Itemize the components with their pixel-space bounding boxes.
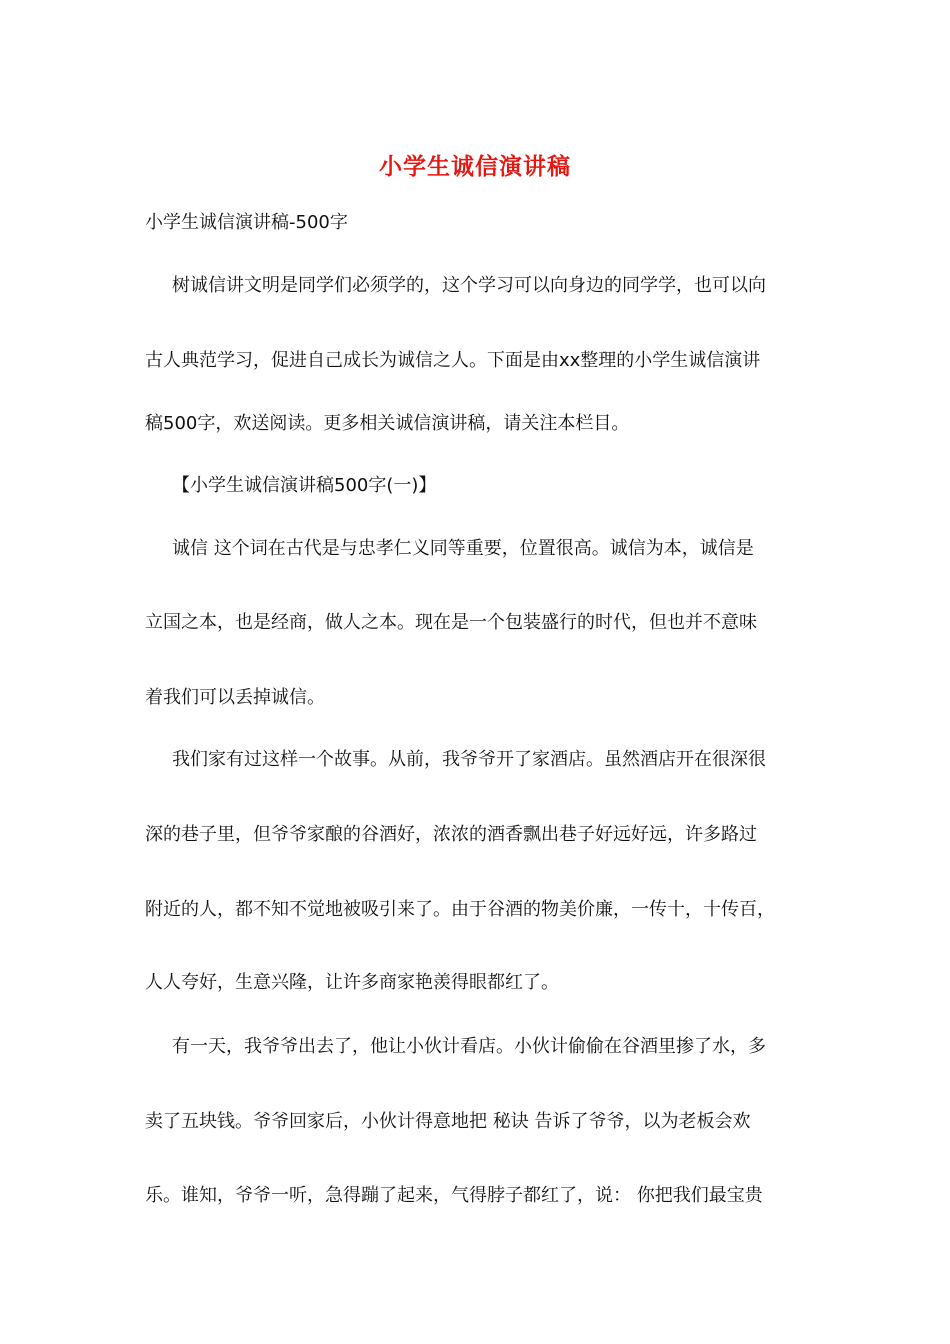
paragraph-line: 乐。谁知，爷爷一听，急得蹦了起来，气得脖子都红了，说： 你把我们最宝贵	[145, 1185, 763, 1206]
paragraph-line: 卖了五块钱。爷爷回家后，小伙计得意地把 秘诀 告诉了爷爷，以为老板会欢	[145, 1111, 751, 1132]
paragraph-line: 着我们可以丢掉诚信。	[145, 687, 325, 708]
document-title: 小学生诚信演讲稿	[379, 153, 571, 180]
paragraph-line: 古人典范学习，促进自己成长为诚信之人。下面是由xx整理的小学生诚信演讲	[145, 350, 761, 371]
paragraph-line: 有一天，我爷爷出去了，他让小伙计看店。小伙计偷偷在谷酒里掺了水，多	[172, 1036, 766, 1057]
paragraph-line: 附近的人，都不知不觉地被吸引来了。由于谷酒的物美价廉，一传十，十传百，	[145, 899, 775, 920]
paragraph-line: 诚信 这个词在古代是与忠孝仁义同等重要，位置很高。诚信为本，诚信是	[172, 538, 754, 559]
paragraph-line: 稿500字，欢送阅读。更多相关诚信演讲稿，请关注本栏目。	[145, 413, 630, 434]
paragraph-line: 立国之本，也是经商，做人之本。现在是一个包装盛行的时代，但也并不意味	[145, 612, 757, 633]
paragraph-line: 深的巷子里，但爷爷家酿的谷酒好，浓浓的酒香飘出巷子好远好远，许多路过	[145, 824, 757, 845]
paragraph-line: 人人夸好，生意兴隆，让许多商家艳羡得眼都红了。	[145, 972, 559, 993]
paragraph-line: 我们家有过这样一个故事。从前，我爷爷开了家酒店。虽然酒店开在很深很	[172, 749, 766, 770]
document-subtitle: 小学生诚信演讲稿-500字	[145, 212, 348, 233]
paragraph-line: 树诚信讲文明是同学们必须学的，这个学习可以向身边的同学学，也可以向	[172, 275, 766, 296]
section-heading: 【小学生诚信演讲稿500字(一)】	[172, 475, 437, 496]
